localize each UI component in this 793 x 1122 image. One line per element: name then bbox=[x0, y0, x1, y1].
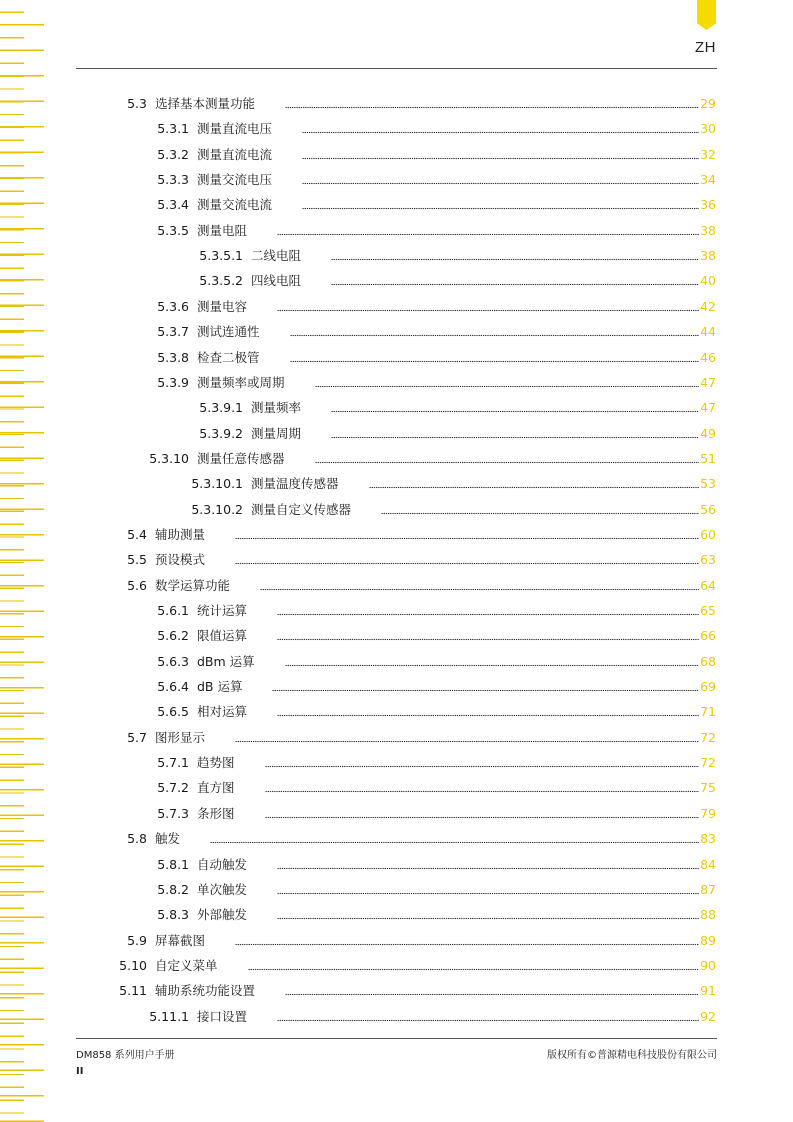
toc-entry-page[interactable]: 69 bbox=[700, 679, 716, 695]
footer-copyright: 版权所有©普源精电科技股份有限公司 bbox=[547, 1050, 717, 1061]
toc-entry-number: 5.3.10.1 bbox=[191, 476, 243, 492]
toc-entry-number: 5.3 bbox=[127, 96, 147, 111]
toc-entry-number: 5.3.9 bbox=[157, 374, 189, 390]
toc-dot-leader bbox=[265, 758, 700, 768]
toc-entry-number: 5.3.2 bbox=[157, 146, 189, 162]
toc-entry-title[interactable]: 相对运算 bbox=[197, 704, 248, 720]
toc-entry-page[interactable]: 34 bbox=[700, 172, 716, 188]
toc-dot-leader bbox=[277, 226, 699, 236]
toc-dot-leader bbox=[265, 809, 700, 819]
toc-entry-number: 5.3.8 bbox=[157, 349, 189, 365]
toc-entry-title[interactable]: 二线电阻 bbox=[251, 248, 302, 264]
toc-entry[interactable] bbox=[0, 879, 716, 897]
toc-entry-number: 5.5 bbox=[127, 552, 147, 568]
toc-dot-leader bbox=[277, 631, 699, 641]
language-label: ZH bbox=[695, 39, 716, 56]
toc-entry[interactable] bbox=[0, 93, 716, 111]
toc-dot-leader bbox=[260, 581, 699, 591]
toc-entry-page[interactable]: 68 bbox=[700, 653, 716, 669]
toc-entry-number: 5.6.2 bbox=[157, 628, 189, 644]
toc-entry-page[interactable]: 90 bbox=[700, 957, 716, 973]
toc-entry-number: 5.7 bbox=[127, 729, 147, 745]
toc-dot-leader bbox=[315, 378, 700, 388]
toc-entry-page[interactable]: 38 bbox=[700, 222, 716, 238]
toc-entry[interactable] bbox=[0, 347, 716, 365]
toc-entry[interactable] bbox=[0, 752, 716, 770]
toc-entry[interactable] bbox=[0, 575, 716, 593]
language-tab-marker bbox=[697, 0, 716, 30]
toc-entry-number: 5.3.7 bbox=[157, 324, 189, 340]
toc-entry-number: 5.3.9.1 bbox=[199, 400, 243, 416]
toc-entry-title[interactable]: 接口设置 bbox=[197, 1008, 248, 1024]
toc-dot-leader bbox=[277, 606, 699, 616]
toc-entry-title[interactable]: 测量频率或周期 bbox=[197, 374, 285, 390]
toc-dot-leader bbox=[285, 657, 699, 667]
toc-entry[interactable] bbox=[0, 245, 716, 263]
toc-entry-page[interactable]: 75 bbox=[700, 780, 716, 796]
toc-entry-number: 5.4 bbox=[127, 526, 147, 542]
toc-dot-leader bbox=[369, 479, 700, 489]
toc-dot-leader bbox=[290, 327, 700, 337]
toc-dot-leader bbox=[331, 403, 699, 413]
toc-dot-leader bbox=[285, 99, 699, 109]
toc-entry-title[interactable]: 预设模式 bbox=[155, 552, 206, 568]
toc-entry[interactable] bbox=[0, 270, 716, 288]
toc-entry-title[interactable]: 辅助测量 bbox=[155, 526, 206, 542]
header-rule bbox=[76, 68, 717, 69]
toc-entry-number: 5.6.3 bbox=[157, 653, 189, 669]
toc-entry-title[interactable]: 统计运算 bbox=[197, 603, 248, 618]
toc-entry-page[interactable]: 36 bbox=[700, 197, 716, 213]
toc-entry-page[interactable]: 38 bbox=[700, 248, 716, 264]
toc-entry[interactable] bbox=[0, 980, 716, 998]
toc-dot-leader bbox=[248, 961, 700, 971]
toc-entry[interactable] bbox=[0, 727, 716, 745]
toc-entry-number: 5.6.1 bbox=[157, 603, 189, 618]
toc-entry[interactable] bbox=[0, 397, 716, 415]
toc-entry-title[interactable]: 测量任意传感器 bbox=[197, 450, 285, 466]
toc-entry-page[interactable]: 44 bbox=[700, 324, 716, 340]
toc-entry-page[interactable]: 91 bbox=[700, 983, 716, 999]
toc-entry-page[interactable]: 88 bbox=[700, 907, 716, 923]
toc-entry-page[interactable]: 71 bbox=[700, 704, 716, 720]
toc-entry-page[interactable]: 64 bbox=[700, 577, 716, 593]
toc-entry[interactable] bbox=[0, 803, 716, 821]
toc-entry-title[interactable]: 图形显示 bbox=[155, 729, 206, 745]
toc-entry-number: 5.3.3 bbox=[157, 172, 189, 188]
toc-entry-title[interactable]: 测量直流电流 bbox=[197, 146, 273, 162]
toc-entry-number: 5.3.5.2 bbox=[199, 273, 243, 289]
toc-dot-leader bbox=[381, 505, 699, 515]
toc-entry-number: 5.3.4 bbox=[157, 197, 189, 213]
toc-entry-title[interactable]: 测量周期 bbox=[251, 425, 302, 441]
toc-entry[interactable] bbox=[0, 169, 716, 187]
toc-entry-title[interactable]: 四线电阻 bbox=[251, 273, 302, 289]
toc-entry-page[interactable]: 56 bbox=[700, 501, 716, 517]
toc-entry-title[interactable]: 自定义菜单 bbox=[155, 957, 218, 973]
toc-entry-page[interactable]: 84 bbox=[700, 856, 716, 872]
toc-entry[interactable] bbox=[0, 118, 716, 136]
toc-entry[interactable] bbox=[0, 676, 716, 694]
toc-entry-title[interactable]: 选择基本测量功能 bbox=[155, 96, 256, 111]
toc-entry-title[interactable]: 测量电阻 bbox=[197, 222, 248, 238]
toc-entry-page[interactable]: 51 bbox=[700, 450, 716, 466]
toc-entry[interactable] bbox=[0, 930, 716, 948]
footer-rule bbox=[76, 1038, 717, 1039]
toc-entry-number: 5.3.6 bbox=[157, 298, 189, 314]
toc-entry-title[interactable]: 条形图 bbox=[197, 805, 235, 821]
toc-entry-title[interactable]: 数学运算功能 bbox=[155, 577, 231, 593]
toc-entry-page[interactable]: 46 bbox=[700, 349, 716, 365]
toc-entry-page[interactable]: 42 bbox=[700, 298, 716, 314]
toc-dot-leader bbox=[302, 200, 699, 210]
toc-entry-page[interactable]: 66 bbox=[700, 628, 716, 644]
toc-entry[interactable] bbox=[0, 194, 716, 212]
toc-entry-page[interactable]: 79 bbox=[700, 805, 716, 821]
toc-dot-leader bbox=[235, 555, 699, 565]
toc-entry-title[interactable]: 屏幕截图 bbox=[155, 932, 206, 948]
toc-entry-number: 5.3.1 bbox=[157, 121, 189, 137]
toc-entry-page[interactable]: 60 bbox=[700, 526, 716, 542]
toc-entry[interactable] bbox=[0, 423, 716, 441]
toc-entry[interactable] bbox=[0, 854, 716, 872]
toc-entry[interactable] bbox=[0, 549, 716, 567]
toc-entry-title[interactable]: 辅助系统功能设置 bbox=[155, 983, 256, 999]
toc-entry-number: 5.11 bbox=[119, 983, 147, 999]
toc-dot-leader bbox=[290, 353, 700, 363]
toc-entry[interactable] bbox=[0, 448, 716, 466]
toc-entry[interactable] bbox=[0, 777, 716, 795]
footer-manual-title: DM858 系列用户手册 bbox=[76, 1050, 175, 1061]
toc-entry-page[interactable]: 47 bbox=[700, 374, 716, 390]
toc-entry-page[interactable]: 49 bbox=[700, 425, 716, 441]
toc-entry-number: 5.8.3 bbox=[157, 907, 189, 923]
toc-entry[interactable] bbox=[0, 220, 716, 238]
toc-entry[interactable] bbox=[0, 600, 716, 618]
toc-entry[interactable] bbox=[0, 701, 716, 719]
toc-entry-page[interactable]: 92 bbox=[700, 1008, 716, 1024]
toc-dot-leader bbox=[277, 302, 699, 312]
toc-entry-title[interactable]: dBm 运算 bbox=[197, 653, 255, 669]
footer-page-number: II bbox=[76, 1066, 84, 1077]
toc-entry[interactable] bbox=[0, 651, 716, 669]
toc-entry-title[interactable]: 单次触发 bbox=[197, 881, 248, 897]
toc-dot-leader bbox=[331, 276, 699, 286]
toc-entry[interactable] bbox=[0, 955, 716, 973]
toc-entry-page[interactable]: 47 bbox=[700, 400, 716, 416]
toc-entry-title[interactable]: 直方图 bbox=[197, 780, 235, 796]
toc-dot-leader bbox=[277, 707, 699, 717]
toc-entry-number: 5.3.10 bbox=[149, 450, 189, 466]
toc-entry-page[interactable]: 30 bbox=[700, 121, 716, 137]
toc-entry-title[interactable]: 趋势图 bbox=[197, 755, 235, 771]
toc-entry-title[interactable]: 测试连通性 bbox=[197, 324, 260, 340]
toc-entry-number: 5.6.4 bbox=[157, 679, 189, 695]
toc-entry-number: 5.7.3 bbox=[157, 805, 189, 821]
toc-entry-page[interactable]: 87 bbox=[700, 881, 716, 897]
toc-entry-number: 5.8.2 bbox=[157, 881, 189, 897]
toc-dot-leader bbox=[277, 1012, 699, 1022]
toc-dot-leader bbox=[315, 454, 700, 464]
toc-entry-number: 5.3.9.2 bbox=[199, 425, 243, 441]
toc-dot-leader bbox=[285, 986, 699, 996]
toc-entry-number: 5.3.5 bbox=[157, 222, 189, 238]
toc-dot-leader bbox=[331, 429, 699, 439]
toc-entry[interactable] bbox=[0, 625, 716, 643]
toc-entry[interactable] bbox=[0, 904, 716, 922]
toc-entry-number: 5.7.2 bbox=[157, 780, 189, 796]
toc-entry-page[interactable]: 65 bbox=[700, 603, 716, 618]
toc-dot-leader bbox=[277, 860, 699, 870]
toc-dot-leader bbox=[235, 530, 699, 540]
toc-entry-title[interactable]: 测量温度传感器 bbox=[251, 476, 339, 492]
toc-entry-number: 5.10 bbox=[119, 957, 147, 973]
toc-dot-leader bbox=[265, 783, 700, 793]
toc-dot-leader bbox=[302, 175, 699, 185]
toc-entry-page[interactable]: 83 bbox=[700, 831, 716, 847]
toc-entry-title[interactable]: 测量直流电压 bbox=[197, 121, 273, 137]
toc-entry-number: 5.11.1 bbox=[149, 1008, 189, 1024]
toc-entry-page[interactable]: 53 bbox=[700, 476, 716, 492]
toc-dot-leader bbox=[302, 150, 699, 160]
toc-entry-number: 5.3.10.2 bbox=[191, 501, 243, 517]
toc-dot-leader bbox=[235, 733, 699, 743]
toc-dot-leader bbox=[302, 124, 699, 134]
toc-entry[interactable] bbox=[0, 524, 716, 542]
toc-entry-title[interactable]: dB 运算 bbox=[197, 679, 243, 695]
toc-entry-page[interactable]: 63 bbox=[700, 552, 716, 568]
toc-entry-page[interactable]: 29 bbox=[700, 96, 716, 111]
toc-entry-number: 5.8 bbox=[127, 831, 147, 847]
toc-entry-title[interactable]: 测量交流电流 bbox=[197, 197, 273, 213]
toc-entry-title[interactable]: 检查二极管 bbox=[197, 349, 260, 365]
toc-entry[interactable] bbox=[0, 296, 716, 314]
toc-entry-page[interactable]: 40 bbox=[700, 273, 716, 289]
toc-entry-title[interactable]: 自动触发 bbox=[197, 856, 248, 872]
toc-entry-page[interactable]: 72 bbox=[700, 755, 716, 771]
toc-dot-leader bbox=[235, 936, 699, 946]
toc-entry-number: 5.7.1 bbox=[157, 755, 189, 771]
toc-entry-title[interactable]: 测量电容 bbox=[197, 298, 248, 314]
toc-entry-number: 5.3.5.1 bbox=[199, 248, 243, 264]
toc-entry-title[interactable]: 限值运算 bbox=[197, 628, 248, 644]
toc-entry-title[interactable]: 测量自定义传感器 bbox=[251, 501, 352, 517]
toc-entry[interactable] bbox=[0, 828, 716, 846]
toc-dot-leader bbox=[331, 251, 699, 261]
toc-entry-page[interactable]: 89 bbox=[700, 932, 716, 948]
toc-dot-leader bbox=[272, 682, 699, 692]
toc-entry-page[interactable]: 32 bbox=[700, 146, 716, 162]
toc-entry-page[interactable]: 72 bbox=[700, 729, 716, 745]
toc-entry-number: 5.9 bbox=[127, 932, 147, 948]
toc-entry-number: 5.6 bbox=[127, 577, 147, 593]
toc-entry-title[interactable]: 测量交流电压 bbox=[197, 172, 273, 188]
toc-entry[interactable] bbox=[0, 321, 716, 339]
toc-entry-title[interactable]: 测量频率 bbox=[251, 400, 302, 416]
toc-entry-number: 5.8.1 bbox=[157, 856, 189, 872]
toc-entry-title[interactable]: 外部触发 bbox=[197, 907, 248, 923]
toc-entry-title[interactable]: 触发 bbox=[155, 831, 181, 847]
toc-entry[interactable] bbox=[0, 473, 716, 491]
toc-entry[interactable] bbox=[0, 1006, 716, 1024]
toc-entry-number: 5.6.5 bbox=[157, 704, 189, 720]
toc-dot-leader bbox=[277, 910, 699, 920]
toc-entry[interactable] bbox=[0, 499, 716, 517]
toc-entry[interactable] bbox=[0, 372, 716, 390]
toc-dot-leader bbox=[210, 834, 699, 844]
toc-dot-leader bbox=[277, 885, 699, 895]
toc-entry[interactable] bbox=[0, 144, 716, 162]
